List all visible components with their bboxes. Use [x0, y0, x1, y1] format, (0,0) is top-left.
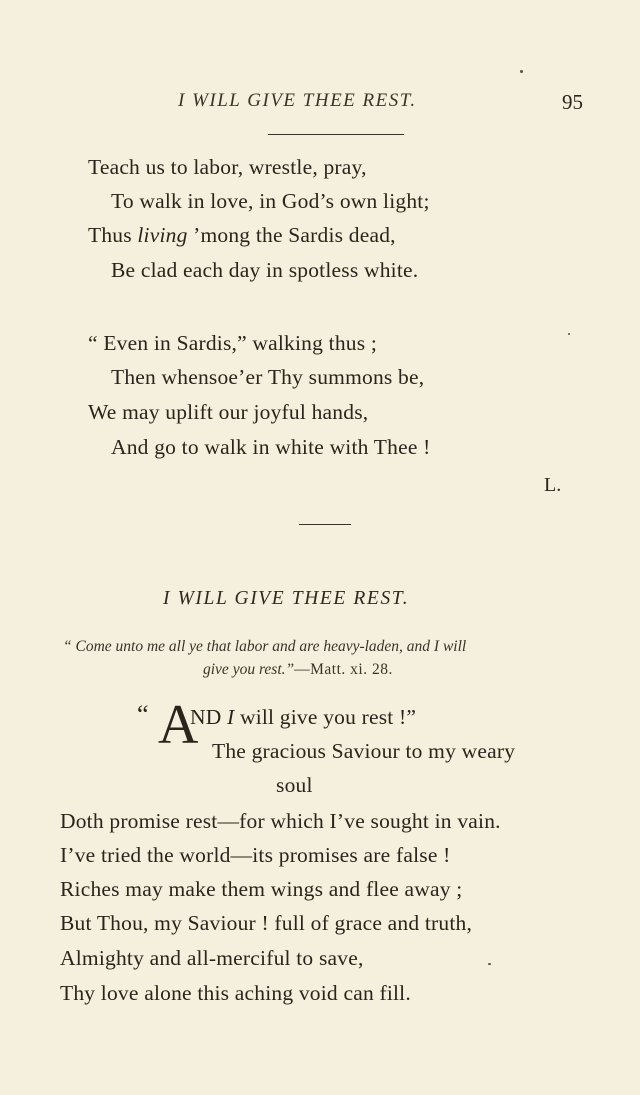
epigraph-reference: —Matt. xi. 28. [294, 661, 393, 678]
verse-line: Almighty and all-merciful to save, [60, 946, 364, 970]
drop-cap: A [158, 694, 199, 756]
verse-line: soul [276, 773, 313, 797]
verse-line-lead: Thus [88, 223, 138, 247]
author-signature: L. [544, 474, 562, 496]
paper-speck [568, 333, 570, 335]
verse-line-rest: ’mong the Sardis dead, [193, 223, 396, 247]
verse-emphasis: living [137, 223, 188, 247]
verse-line: I’ve tried the world—its promises are false ! [60, 843, 451, 867]
poem-title: I WILL GIVE THEE REST. [163, 588, 410, 609]
paper-speck [520, 70, 523, 73]
header-rule [268, 134, 404, 135]
verse-line: Then whensoe’er Thy summons be, [111, 365, 425, 389]
verse-line: But Thou, my Saviour ! full of grace and truth, [60, 911, 473, 935]
verse-line: And go to walk in white with Thee ! [111, 435, 431, 459]
epigraph-line [203, 661, 393, 679]
verse-line: To walk in love, in God’s own light; [111, 189, 430, 213]
verse-line: Be clad each day in spotless white. [111, 258, 419, 282]
verse-line [190, 700, 416, 735]
verse-line: Teach us to labor, wrestle, pray, [88, 155, 367, 179]
first-line-end: will give you rest !” [234, 705, 417, 729]
page-number: 95 [562, 90, 583, 114]
running-head-title: I WILL GIVE THEE REST. [178, 90, 417, 111]
verse-line: The gracious Saviour to my weary [212, 739, 516, 763]
epigraph-text: give you rest.” [203, 661, 295, 678]
verse-line: Riches may make them wings and flee away ; [60, 877, 463, 901]
verse-line: We may uplift our joyful hands, [88, 400, 369, 424]
verse-emphasis: I [227, 705, 235, 729]
verse-line: Thy love alone this aching void can fill. [60, 981, 411, 1005]
verse-line: Doth promise rest—for which I’ve sought in vain. [60, 809, 501, 833]
epigraph-line: “ Come unto me all ye that labor and are heavy-laden, and I will [63, 638, 467, 655]
opening-quote: “ [137, 700, 149, 729]
verse-line [88, 218, 396, 253]
first-line-start: ND [190, 705, 228, 729]
paper-speck [488, 963, 491, 965]
section-divider [299, 524, 351, 525]
verse-line: “ Even in Sardis,” walking thus ; [88, 331, 378, 355]
